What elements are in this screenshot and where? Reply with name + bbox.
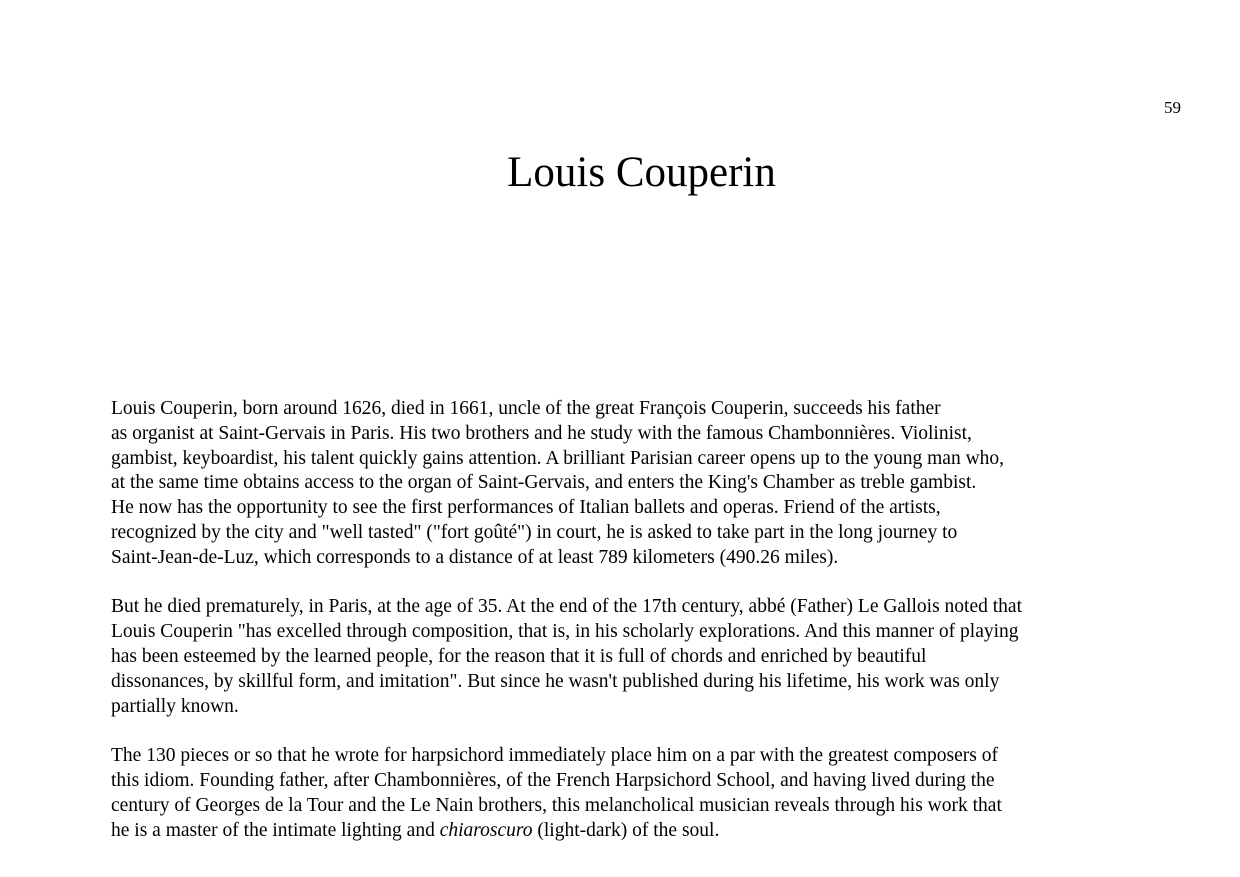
text-line: as organist at Saint-Gervais in Paris. His two brothers and he study with the famous Chambonnières. Violinist, xyxy=(111,422,972,444)
text-line: partially known. xyxy=(111,695,239,717)
paragraph-1 xyxy=(111,397,1161,571)
text-line: Saint-Jean-de-Luz, which corresponds to a distance of at least 789 kilometers (490.26 miles). xyxy=(111,546,839,568)
italic-term: chiaroscuro xyxy=(439,819,533,841)
text-segment: (light-dark) of the soul. xyxy=(532,819,720,841)
text-line: But he died prematurely, in Paris, at the age of 35. At the end of the 17th century, abbé (Father) Le Gallois noted that xyxy=(111,596,1022,618)
text-line: century of Georges de la Tour and the Le Nain brothers, this melancholical musician reveals through his work that xyxy=(111,794,1002,816)
text-line: at the same time obtains access to the organ of Saint-Gervais, and enters the King's Chamber as treble gambist. xyxy=(111,472,977,494)
body-text xyxy=(111,397,1161,868)
text-line: Louis Couperin, born around 1626, died in 1661, uncle of the great François Couperin, succeeds his father xyxy=(111,398,941,419)
text-segment: he is a master of the intimate lighting and xyxy=(111,819,440,841)
paragraph-2 xyxy=(111,595,1161,719)
text-line: this idiom. Founding father, after Chambonnières, of the French Harpsichord School, and having lived during the xyxy=(111,769,995,791)
text-line: gambist, keyboardist, his talent quickly gains attention. A brilliant Parisian career opens up to the young man who, xyxy=(111,447,1005,469)
text-line: recognized by the city and "well tasted" ("fort goûté") in court, he is asked to take part in the long journey to xyxy=(111,521,958,543)
page-title: Louis Couperin xyxy=(507,149,776,196)
text-line: has been esteemed by the learned people, for the reason that it is full of chords and enriched by beautiful xyxy=(111,645,927,667)
text-line: The 130 pieces or so that he wrote for harpsichord immediately place him on a par with the greatest composers of xyxy=(111,745,998,767)
text-line: Louis Couperin "has excelled through composition, that is, in his scholarly explorations. And this manner of playing xyxy=(111,621,1019,643)
page-number: 59 xyxy=(1164,98,1181,117)
text-line xyxy=(111,819,1161,844)
text-line: dissonances, by skillful form, and imitation". But since he wasn't published during his lifetime, his work was only xyxy=(111,670,1000,692)
paragraph-3 xyxy=(111,744,1161,843)
text-line: He now has the opportunity to see the first performances of Italian ballets and operas. Friend of the artists, xyxy=(111,497,941,519)
